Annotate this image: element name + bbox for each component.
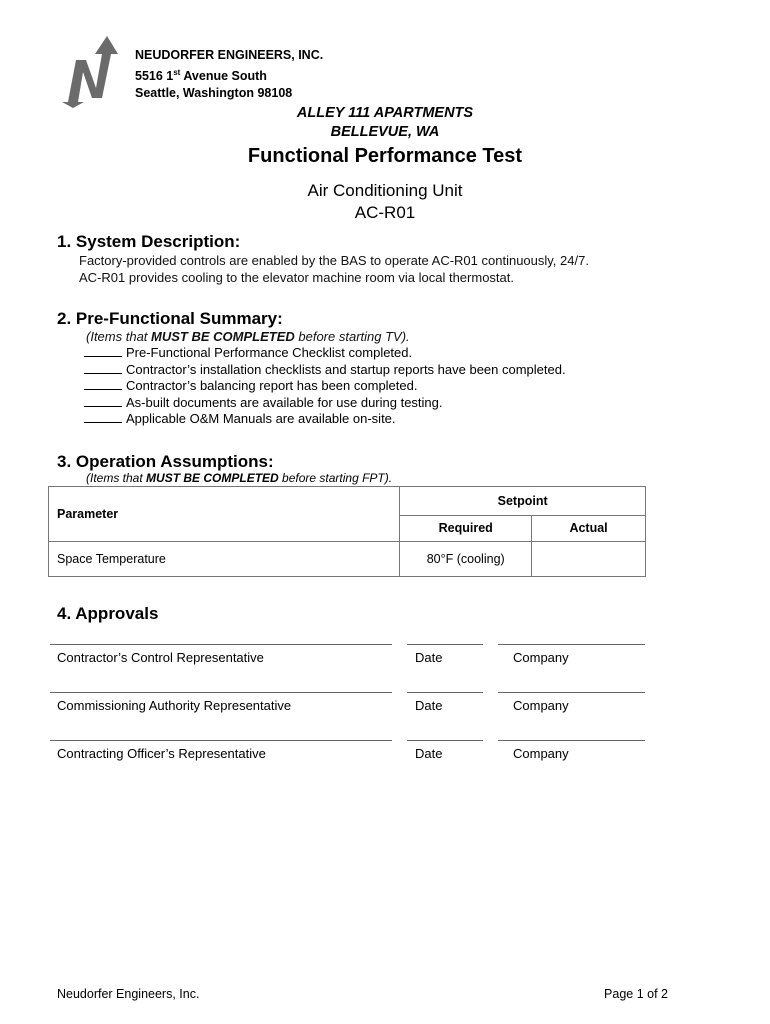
company-city: Seattle, Washington 98108: [135, 86, 293, 101]
header-required: Required: [400, 515, 532, 541]
note-suffix: before starting TV).: [294, 329, 410, 344]
project-name: ALLEY 111 APARTMENTS: [296, 105, 474, 121]
checklist-item: [84, 345, 412, 362]
note-emphasis: MUST BE COMPLETED: [146, 471, 279, 485]
address-superscript: st: [173, 68, 181, 77]
checklist-item: [84, 362, 566, 379]
note-prefix: (Items that: [86, 329, 152, 344]
checklist-item-label: Applicable O&M Manuals are available on-site.: [126, 411, 396, 426]
footer-page-number: Page 1 of 2: [604, 987, 668, 1001]
company-label: Company: [513, 746, 569, 761]
unit-type: Air Conditioning Unit: [307, 181, 463, 200]
checklist-item: [84, 411, 396, 428]
header-setpoint: Setpoint: [400, 487, 646, 516]
check-blank[interactable]: [84, 346, 122, 357]
checklist-item-label: Contractor’s installation checklists and startup reports have been completed.: [126, 361, 566, 377]
checklist-item: [84, 395, 443, 412]
system-description-text: [79, 252, 589, 286]
table-row: [49, 542, 646, 577]
note-prefix: (Items that: [86, 471, 147, 485]
unit-id: AC-R01: [354, 203, 416, 222]
header-actual: Actual: [532, 515, 646, 541]
company-line[interactable]: [498, 740, 645, 741]
checklist-item: [84, 378, 417, 395]
section-heading-system-description: 1. System Description:: [57, 232, 241, 251]
company-address: [135, 64, 323, 85]
note-emphasis: MUST BE COMPLETED: [151, 329, 295, 344]
signature-line[interactable]: [50, 740, 392, 741]
company-label: Company: [513, 650, 569, 665]
section-heading-approvals: 4. Approvals: [57, 604, 159, 623]
company-line[interactable]: [498, 644, 645, 645]
project-block: [0, 104, 770, 142]
section-heading-operation-assumptions: 3. Operation Assumptions:: [57, 452, 274, 471]
cell-required: 80°F (cooling): [400, 542, 532, 577]
description-line: Factory-provided controls are enabled by the BAS to operate AC-R01 continuously, 24/7.: [79, 253, 589, 268]
note-suffix: before starting FPT).: [278, 471, 393, 485]
date-label: Date: [415, 650, 443, 665]
company-label: Company: [513, 698, 569, 713]
operation-note: [86, 471, 392, 485]
check-blank[interactable]: [84, 363, 122, 374]
company-name: NEUDORFER ENGINEERS, INC.: [135, 48, 324, 62]
pre-functional-note: [86, 328, 410, 345]
check-blank[interactable]: [84, 396, 122, 407]
date-line[interactable]: [407, 740, 483, 741]
date-label: Date: [415, 698, 443, 713]
date-line[interactable]: [407, 692, 483, 693]
section-heading-pre-functional: 2. Pre-Functional Summary:: [57, 309, 283, 328]
signature-line[interactable]: [50, 644, 392, 645]
description-line: AC-R01 provides cooling to the elevator machine room via local thermostat.: [79, 270, 514, 285]
representative-label: Contractor’s Control Representative: [57, 650, 264, 665]
check-blank[interactable]: [84, 412, 122, 423]
cell-parameter: Space Temperature: [49, 542, 400, 577]
company-header: [135, 47, 323, 102]
representative-label: Commissioning Authority Representative: [57, 698, 292, 713]
address-number: 5516 1: [135, 69, 174, 84]
header-parameter: Parameter: [49, 487, 400, 542]
date-line[interactable]: [407, 644, 483, 645]
company-line[interactable]: [498, 692, 645, 693]
cell-actual[interactable]: [532, 542, 646, 577]
checklist-item-label: Contractor’s balancing report has been completed.: [126, 378, 418, 393]
footer-company: Neudorfer Engineers, Inc.: [57, 987, 200, 1001]
document-title: Functional Performance Test: [247, 145, 523, 167]
company-logo: [62, 36, 126, 108]
checklist-item-label: Pre-Functional Performance Checklist completed.: [126, 345, 413, 360]
check-blank[interactable]: [84, 379, 122, 390]
signature-line[interactable]: [50, 692, 392, 693]
address-street: Avenue South: [180, 69, 267, 84]
representative-label: Contracting Officer’s Representative: [57, 746, 266, 761]
checklist-item-label: As-built documents are available for use during testing.: [126, 394, 443, 410]
date-label: Date: [415, 746, 443, 761]
unit-block: [0, 180, 770, 224]
parameter-table: [48, 486, 646, 577]
project-location: BELLEVUE, WA: [330, 124, 440, 140]
